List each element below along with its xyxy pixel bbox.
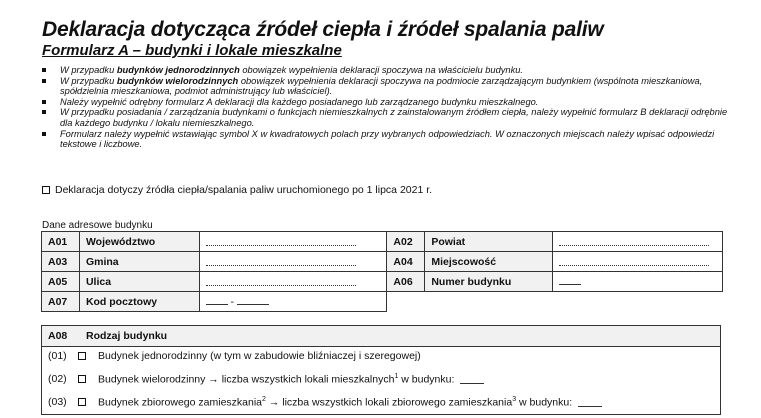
option-number: (01) bbox=[48, 350, 67, 362]
postal-separator: - bbox=[230, 296, 235, 308]
field-code: A05 bbox=[42, 272, 80, 292]
single-family-checkbox[interactable] bbox=[78, 352, 86, 360]
building-type-option-02 bbox=[48, 373, 484, 386]
commune-field[interactable] bbox=[199, 252, 387, 272]
commune-label: Gmina bbox=[79, 252, 199, 272]
postal-code-label: Kod pocztowy bbox=[79, 292, 199, 312]
address-section-label: Dane adresowe budynku bbox=[42, 220, 153, 231]
county-field[interactable] bbox=[553, 232, 723, 252]
street-label: Ulica bbox=[79, 272, 199, 292]
form-title: Deklaracja dotycząca źródeł ciepła i źródeł spalania paliw bbox=[42, 18, 604, 41]
declaration-row bbox=[42, 184, 432, 196]
building-number-field[interactable] bbox=[553, 272, 723, 292]
instructions-list bbox=[42, 65, 742, 150]
option-number: (03) bbox=[48, 396, 67, 409]
field-code: A01 bbox=[42, 232, 80, 252]
building-type-option-03 bbox=[48, 396, 602, 409]
table-row bbox=[42, 232, 723, 252]
declaration-label: Deklaracja dotyczy źródła ciepła/spalania paliw uruchomionego po 1 lipca 2021 r. bbox=[55, 184, 433, 196]
building-type-option-01 bbox=[48, 350, 421, 362]
voivodeship-label: Województwo bbox=[79, 232, 199, 252]
table-row bbox=[42, 292, 723, 312]
instruction-item: W przypadku budynków wielorodzinnych obowiązek wypełnienia deklaracji spoczywa na podmiocie zarządzającym budynkiem (wspólnota mieszkaniowa, spółdzielnia mieszkaniowa, podmiot administrujący lub właściciel). bbox=[42, 76, 742, 97]
street-field[interactable] bbox=[199, 272, 387, 292]
declaration-checkbox[interactable] bbox=[42, 186, 50, 194]
bullet-icon bbox=[42, 68, 46, 72]
collective-residence-checkbox[interactable] bbox=[78, 398, 86, 406]
table-row bbox=[42, 252, 723, 272]
locality-field[interactable] bbox=[553, 252, 723, 272]
field-code: A02 bbox=[387, 232, 425, 252]
address-table bbox=[41, 231, 723, 312]
apartment-count-field[interactable] bbox=[460, 374, 484, 384]
instruction-item: Formularz należy wypełnić wstawiając symbol X w kwadratowych polach przy wybranych odpowiedziach. W oznaczonych miejscach należy wpisać odpowiedzi tekstowe i liczbowe. bbox=[42, 129, 742, 150]
field-code: A08 bbox=[48, 330, 68, 342]
bullet-icon bbox=[42, 100, 46, 104]
voivodeship-field[interactable] bbox=[199, 232, 387, 252]
locality-label: Miejscowość bbox=[425, 252, 553, 272]
table-row bbox=[42, 272, 723, 292]
option-label: Budynek zbiorowego zamieszkania$^2$ → liczba wszystkich lokali zbiorowego zamieszkania$^3$ w budynku: bbox=[98, 396, 573, 409]
field-code: A04 bbox=[387, 252, 425, 272]
bullet-icon bbox=[42, 132, 46, 136]
instruction-item: Należy wypełnić odrębny formularz A deklaracji dla każdego posiadanego lub zarządzanego budynku mieszkalnego. bbox=[42, 97, 742, 108]
postal-code-field[interactable] bbox=[199, 292, 387, 312]
field-code: A07 bbox=[42, 292, 80, 312]
option-number: (02) bbox=[48, 373, 67, 386]
instruction-item: W przypadku posiadania / zarządzania budynkami o funkcjach niemieszkalnych z zainstalowanym źródłem ciepła, należy wypełnić formularz B deklaracji odrębnie dla każdego budynku / lokalu niemieszkalnego. bbox=[42, 107, 742, 128]
building-type-header bbox=[42, 326, 720, 347]
bullet-icon bbox=[42, 110, 46, 114]
bullet-icon bbox=[42, 79, 46, 83]
field-code: A06 bbox=[387, 272, 425, 292]
building-type-label: Rodzaj budynku bbox=[86, 330, 168, 342]
building-number-label: Numer budynku bbox=[425, 272, 553, 292]
option-label: Budynek jednorodzinny (w tym w zabudowie bliźniaczej i szeregowej) bbox=[98, 350, 421, 362]
county-label: Powiat bbox=[425, 232, 553, 252]
option-label: Budynek wielorodzinny → liczba wszystkich lokali mieszkalnych$^1$ w budynku: bbox=[98, 373, 455, 386]
collective-unit-count-field[interactable] bbox=[578, 397, 602, 407]
multi-family-checkbox[interactable] bbox=[78, 375, 86, 383]
field-code: A03 bbox=[42, 252, 80, 272]
instruction-item: W przypadku budynków jednorodzinnych obowiązek wypełnienia deklaracji spoczywa na właścicielu budynku. bbox=[42, 65, 742, 76]
form-subtitle: Formularz A – budynki i lokale mieszkalne bbox=[42, 42, 342, 59]
